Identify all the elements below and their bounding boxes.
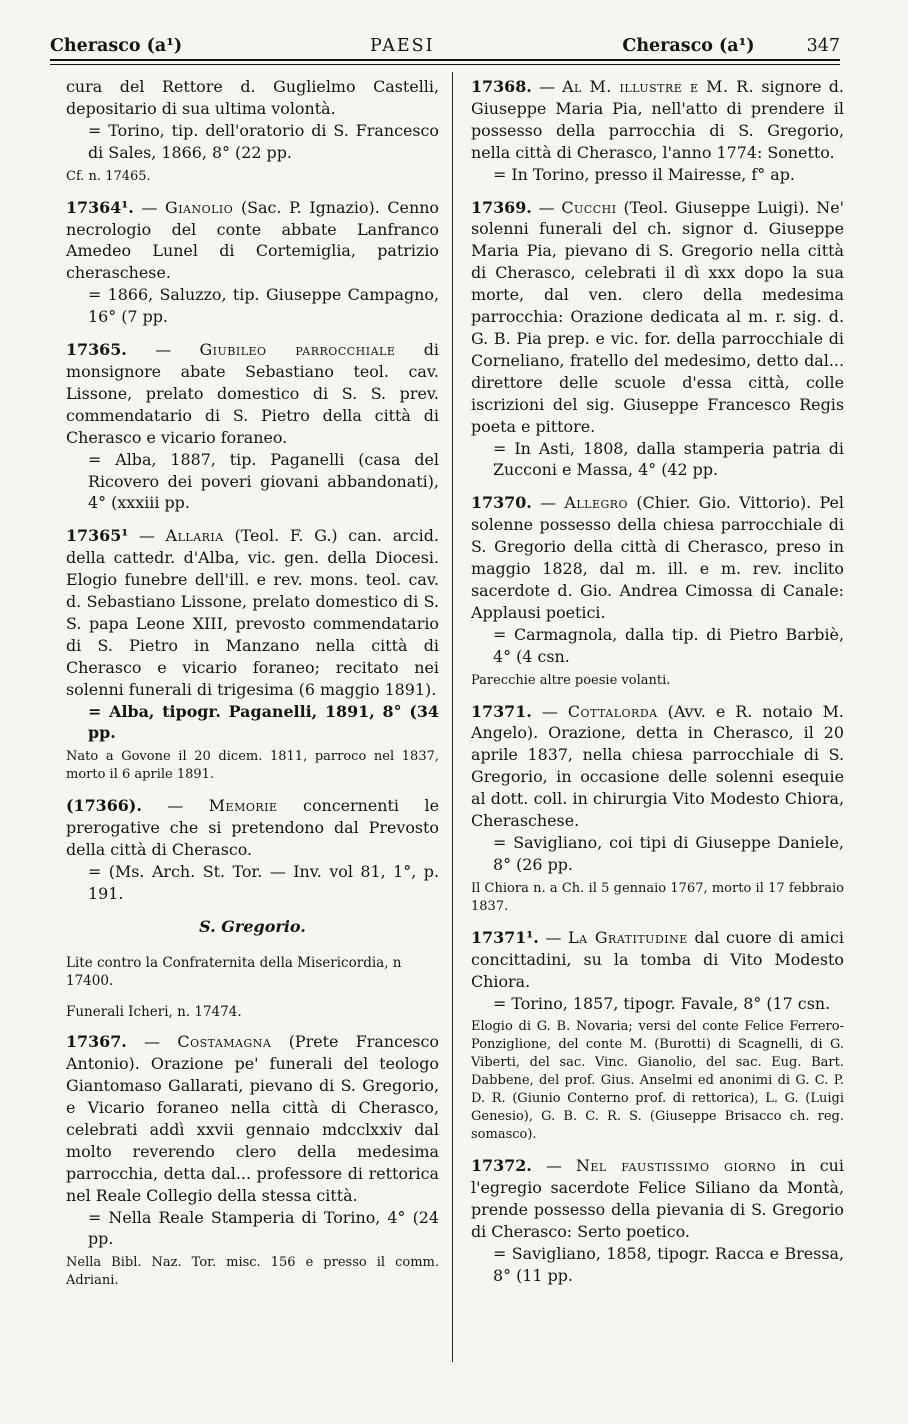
entry-number: 17365. (66, 340, 127, 360)
entry-note: Cf. n. 17465. (66, 168, 151, 184)
entry-imprint: = In Asti, 1808, dalla stamperia patria di Zucconi e Massa, 4° (42 pp. (493, 438, 844, 480)
entry-note: Elogio di G. B. Novaria; versi del conte Felice Ferrero-Ponziglione, del conte M. (Burotti) di Scagnelli, di G. Viberti, del sac. Vinc. Gianolio, del sac. Eug. Bart. Dabbene, del prof. Gius. Anselmi ed anonimi di G. C. P. D. R. (Giunio Conterno prof. di rettorica), L. G. (Luigi Genesio), G. B. C. R. S. (Giuseppe Brisacco ch. reg. somasco). (471, 1019, 844, 1143)
catalog-entry (471, 76, 844, 186)
catalog-entry (471, 492, 844, 689)
entry-body: 17371. — Cottalorda (Avv. e R. notaio M. Angelo). Orazione, detta in Cherasco, il 20 aprile 1837, nella chiesa parrocchiale di S. Gregorio, in occasione delle solenni esequie al dott. coll. in chirurgia Vito Modesto Chiora, Cheraschese. (471, 701, 844, 831)
entry-imprint: = Carmagnola, dalla tip. di Pietro Barbiè, 4° (4 csn. (493, 624, 844, 666)
catalog-entry (66, 76, 439, 186)
entry-text: signore d. Giuseppe Maria Pia, nell'atto di prendere il possesso della parrocchia di S. Gregorio, nella città di Cherasco, l'anno 1774: Sonetto. (471, 77, 844, 162)
entry-text: di monsignore abate Sebastiano teol. cav. Lissone, prelato domestico di S. S. prev. commendatario di S. Pietro della città di Cherasco e vicario foraneo. (66, 340, 440, 447)
header-rule (50, 59, 840, 61)
entry-number: 17364¹. (66, 197, 134, 217)
entry-body: 17371¹. — La Gratitudine dal cuore di amici concittadini, su la tomba di Vito Modesto Chiora. (471, 927, 844, 991)
entry-body: 17367. — Costamagna (Prete Francesco Antonio). Orazione pe' funerali del teologo Giantomaso Gallarati, pievano di S. Gregorio, e Vicario foraneo nella città di Cherasco, celebrati addì xxvii gennaio mdcclxxiv dal molto reverendo clero della medesima parrocchia, detta dal... professore di rettorica nel Reale Collegio della stessa città. (66, 1032, 439, 1205)
entry-imprint: = 1866, Saluzzo, tip. Giuseppe Campagno, 16° (7 pp. (88, 285, 439, 327)
entry-imprint: = In Torino, presso il Mairesse, f° ap. (493, 164, 795, 184)
entry-text: (Teol. Giuseppe Luigi). Ne' solenni funerali del ch. signor d. Giuseppe Maria Pia, pievano di S. Gregorio nella città di Cherasco, celebrati il dì xxx dopo la sua morte, dal ven. clero della medesima parrocchia: Orazione dedicata al m. r. sig. d. G. B. Pia prep. e vic. for. della parrocchiale di Corneliano, fratello del medesimo, detto dal... direttore delle scuole d'essa città, colle iscrizioni del sig. Giuseppe Francesco Regis poeta e pittore. (471, 197, 844, 436)
entry-author: Costamagna (177, 1032, 272, 1052)
entry-author: Allegro (564, 493, 629, 513)
entry-body: 17372. — Nel faustissimo giorno in cui l'egregio sacerdote Felice Siliano da Montà, prende possesso della pievania di S. Gregorio di Cherasco: Serto poetico. (471, 1156, 844, 1242)
entry-author: Nel faustissimo giorno (575, 1156, 777, 1176)
header-right-title: Cherasco (a¹) (622, 36, 755, 56)
entry-text: concernenti le prerogative che si pretendono dal Prevosto della città di Cherasco. (66, 796, 439, 860)
entry-text: (Sac. P. Ignazio). Cenno necrologio del conte abbate Lanfranco Amedeo Lunel di Cortemiglia, patrizio cheraschese. (66, 197, 440, 283)
running-header (50, 16, 840, 56)
entry-imprint: = Alba, tipogr. Paganelli, 1891, 8° (34 pp. (88, 701, 439, 743)
entry-number: 17369. (471, 197, 532, 217)
entry-body: 17365¹ — Allaria (Teol. F. G.) can. arcid. della cattedr. d'Alba, vic. gen. della Diocesi. Elogio funebre dell'ill. e rev. mons. teol. cav. d. Sebastiano Lissone, prelato domestico di S. S. papa Leone XIII, prevosto commendatario di S. Pietro in Manzano nella città di Cherasco e vicario foraneo; recitato nei solenni funerali di trigesima (6 maggio 1891). (66, 526, 439, 699)
entry-note: Nato a Govone il 20 dicem. 1811, parroco nel 1837, morto il 6 aprile 1891. (66, 749, 439, 783)
column-divider (452, 72, 453, 1362)
entry-number: (17366). (66, 796, 142, 816)
catalog-entry (471, 197, 844, 482)
header-right-group (622, 36, 840, 56)
entry-text: in cui l'egregio sacerdote Felice Siliano da Montà, prende possesso della pievania di S. Gregorio di Cherasco: Serto poetico. (471, 1156, 844, 1242)
entry-imprint: = Nella Reale Stamperia di Torino, 4° (24 pp. (88, 1207, 439, 1249)
entry-imprint: = (Ms. Arch. St. Tor. — Inv. vol 81, 1°, p. 191. (88, 862, 439, 903)
header-section: PAESI (370, 36, 435, 56)
cross-reference: Funerali Icheri, n. 17474. (66, 1004, 242, 1021)
catalog-entry (66, 197, 439, 328)
entry-number: 17371. (471, 701, 532, 721)
left-column (66, 76, 439, 1301)
entry-number: 17371¹. (471, 927, 539, 947)
entry-text: (Avv. e R. notaio M. Angelo). Orazione, detta in Cherasco, il 20 aprile 1837, nella chiesa parrocchiale di S. Gregorio, in occasione delle solenni esequie al dott. coll. in chirurgia Vito Modesto Chiora, Cheraschese. (471, 701, 844, 831)
section-heading: S. Gregorio. (199, 916, 306, 936)
catalog-entry (66, 1031, 439, 1290)
entry-imprint: = Alba, 1887, tip. Paganelli (casa del Ricovero dei poveri giovani abbandonati), 4° (xxxiii pp. (88, 449, 439, 513)
catalog-entry (66, 339, 439, 514)
entry-text: dal cuore di amici concittadini, su la tomba di Vito Modesto Chiora. (471, 927, 844, 991)
catalog-entry (66, 525, 439, 784)
entry-number: 17370. (471, 493, 532, 513)
entry-author: Giubileo parrocchiale (199, 340, 396, 360)
entry-author: Gianolio (165, 197, 234, 217)
entry-body: 17364¹. — Gianolio (Sac. P. Ignazio). Cenno necrologio del conte abbate Lanfranco Amedeo Lunel di Cortemiglia, patrizio cheraschese. (66, 197, 440, 283)
entry-author: Memorie (208, 796, 278, 816)
entry-number: 17365¹ (66, 526, 129, 546)
entry-text: cura del Rettore d. Guglielmo Castelli, depositario di sua ultima volontà. (66, 77, 439, 118)
entry-author: Al M. illustre e M. R. (562, 77, 755, 96)
entry-body: 17365. — Giubileo parrocchiale di monsignore abate Sebastiano teol. cav. Lissone, prelato domestico di S. S. prev. commendatario di S. Pietro della città di Cherasco e vicario foraneo. (66, 340, 440, 447)
entry-text: (Teol. F. G.) can. arcid. della cattedr. d'Alba, vic. gen. della Diocesi. Elogio funebre dell'ill. e rev. mons. teol. cav. d. Sebastiano Lissone, prelato domestico di S. S. papa Leone XIII, prevosto commendatario di S. Pietro in Manzano nella città di Cherasco e vicario foraneo; recitato nei solenni funerali di trigesima (6 maggio 1891). (66, 526, 439, 699)
catalog-entry (471, 701, 844, 916)
entry-number: 17367. (66, 1032, 127, 1052)
entry-note: Nella Bibl. Naz. Tor. misc. 156 e presso il comm. Adriani. (66, 1255, 439, 1289)
entry-author: Cottalorda (567, 701, 658, 721)
entry-body: 17370. — Allegro (Chier. Gio. Vittorio). Pel solenne possesso della chiesa parrocchiale di S. Gregorio della città di Cherasco, preso in maggio 1828, dal m. ill. e m. rev. inclito sacerdote d. Gio. Andrea Cimossa di Canale: Applausi poetici. (471, 493, 845, 622)
catalog-entry (471, 1155, 844, 1286)
entry-body: 17368. — Al M. illustre e M. R. signore d. Giuseppe Maria Pia, nell'atto di prendere il possesso della parrocchia di S. Gregorio, nella città di Cherasco, l'anno 1774: Sonetto. (471, 77, 844, 162)
header-rule-thin (50, 64, 840, 65)
right-column (471, 76, 844, 1298)
catalog-entry (471, 927, 844, 1145)
entry-imprint: = Torino, 1857, tipogr. Favale, 8° (17 csn. (493, 993, 831, 1013)
entry-note: Il Chiora n. a Ch. il 5 gennaio 1767, morto il 17 febbraio 1837. (471, 880, 844, 914)
entry-number: 17372. (471, 1156, 532, 1176)
entry-body: (17366). — Memorie concernenti le prerogative che si pretendono dal Prevosto della città di Cherasco. (66, 796, 439, 860)
entry-author: Allaria (165, 526, 224, 546)
entry-imprint: = Savigliano, 1858, tipogr. Racca e Bressa, 8° (11 pp. (493, 1244, 844, 1285)
entry-author: La Gratitudine (568, 927, 688, 947)
entry-body: 17369. — Cucchi (Teol. Giuseppe Luigi). Ne' solenni funerali del ch. signor d. Giuseppe Maria Pia, pievano di S. Gregorio nella città di Cherasco, celebrati il dì xxx dopo la sua morte, dal ven. clero della medesima parrocchia: Orazione dedicata al m. r. sig. d. G. B. Pia prep. e vic. for. della parrocchiale di Corneliano, fratello del medesimo, detto dal... direttore delle scuole d'essa città, colle iscrizioni del sig. Giuseppe Francesco Regis poeta e pittore. (471, 197, 844, 436)
entry-number: 17368. (471, 77, 532, 96)
entry-note: Parecchie altre poesie volanti. (471, 672, 671, 688)
entry-imprint: = Torino, tip. dell'oratorio di S. Francesco di Sales, 1866, 8° (22 pp. (88, 120, 439, 162)
entry-imprint: = Savigliano, coi tipi di Giuseppe Daniele, 8° (26 pp. (493, 833, 844, 874)
cross-reference: Lite contro la Confraternita della Misericordia, n 17400. (66, 954, 402, 989)
page-number: 347 (806, 36, 840, 56)
catalog-entry (66, 795, 439, 905)
header-left-title: Cherasco (a¹) (50, 36, 183, 56)
entry-author: Cucchi (561, 197, 617, 217)
entry-text: (Prete Francesco Antonio). Orazione pe' funerali del teologo Giantomaso Gallarati, pievano di S. Gregorio, e Vicario foraneo nella città di Cherasco, celebrati addì xxvii gennaio mdcclxxiv dal molto reverendo clero della medesima parrocchia, detta dal... professore di rettorica nel Reale Collegio della stessa città. (66, 1032, 439, 1205)
entry-text: (Chier. Gio. Vittorio). Pel solenne possesso della chiesa parrocchiale di S. Gregorio della città di Cherasco, preso in maggio 1828, dal m. ill. e m. rev. inclito sacerdote d. Gio. Andrea Cimossa di Canale: Applausi poetici. (471, 493, 845, 622)
